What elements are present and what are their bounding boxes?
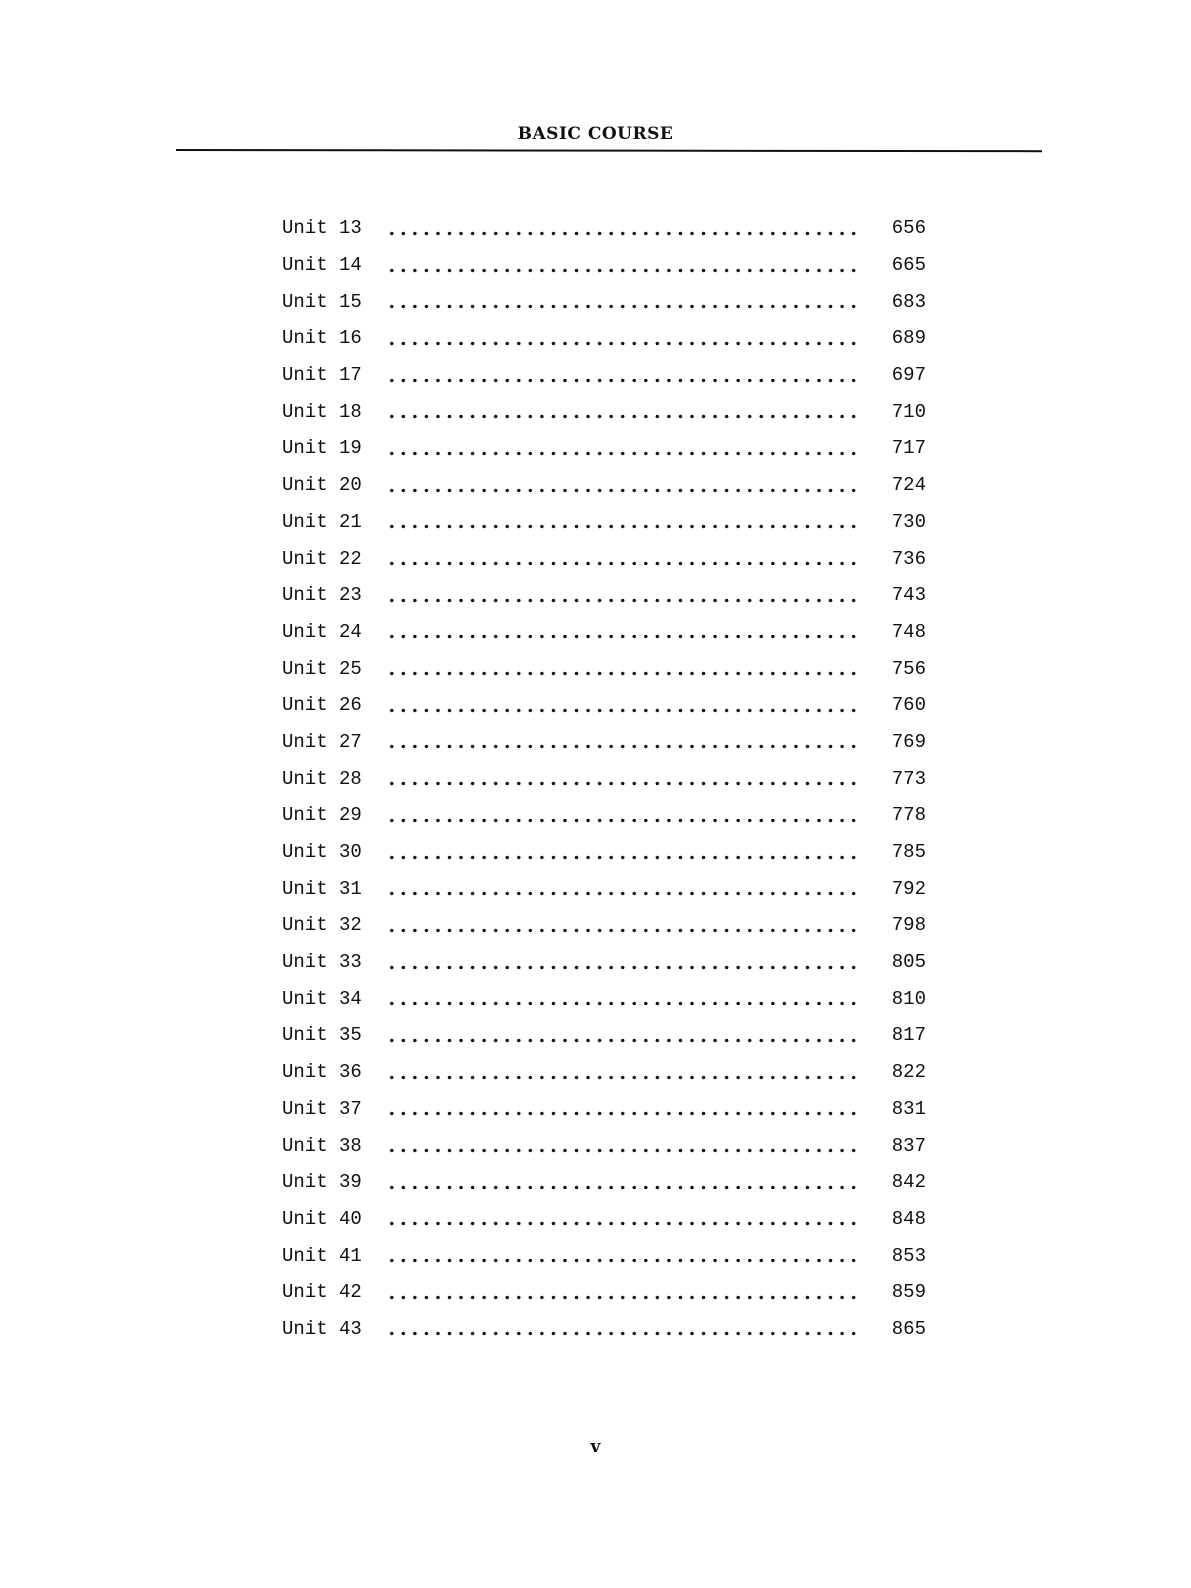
- toc-unit-label: Unit 40: [282, 1207, 362, 1230]
- dot-leader: [386, 1221, 862, 1226]
- toc-entry: [282, 1237, 942, 1274]
- toc-page-number: 697: [891, 364, 926, 387]
- toc-unit-label: Unit 19: [282, 437, 362, 460]
- toc-entry: [282, 430, 942, 467]
- toc-entry: [282, 577, 942, 614]
- toc-page-number: 724: [891, 474, 926, 497]
- dot-leader: [386, 1258, 862, 1263]
- toc-unit-label: Unit 35: [282, 1024, 362, 1047]
- toc-page-number: 683: [891, 290, 926, 313]
- toc-page-number: 865: [891, 1317, 926, 1340]
- toc-entry: [282, 1054, 942, 1091]
- dot-leader: [386, 598, 862, 603]
- dot-leader: [386, 1295, 862, 1300]
- toc-entry: [282, 1127, 942, 1164]
- page-header-title: BASIC COURSE: [517, 124, 674, 144]
- toc-entry: [282, 907, 942, 944]
- toc-entry: [282, 393, 942, 430]
- toc-unit-label: Unit 20: [282, 474, 362, 497]
- dot-leader: [386, 1001, 862, 1006]
- toc-entry: [282, 467, 942, 504]
- toc-page-number: 778: [891, 804, 926, 827]
- toc-entry: [282, 724, 942, 761]
- toc-page-number: 831: [891, 1097, 926, 1120]
- toc-entry: [282, 504, 942, 541]
- toc-entry: [282, 283, 942, 320]
- toc-page-number: 743: [891, 584, 926, 607]
- toc-entry: [282, 540, 942, 577]
- toc-page-number: 769: [891, 730, 926, 753]
- toc-page-number: 730: [891, 510, 926, 533]
- toc-unit-label: Unit 28: [282, 767, 362, 790]
- toc-page-number: 859: [891, 1281, 926, 1304]
- toc-entry: [282, 650, 942, 687]
- dot-leader: [386, 414, 862, 419]
- toc-page-number: 710: [891, 400, 926, 423]
- page-folio: v: [590, 1437, 601, 1457]
- toc-unit-label: Unit 22: [282, 547, 362, 570]
- toc-page-number: 798: [891, 914, 926, 937]
- dot-leader: [386, 1111, 862, 1116]
- toc-page-number: 792: [891, 877, 926, 900]
- toc-unit-label: Unit 18: [282, 400, 362, 423]
- toc-unit-label: Unit 25: [282, 657, 362, 680]
- dot-leader: [386, 891, 862, 896]
- toc-unit-label: Unit 27: [282, 730, 362, 753]
- toc-unit-label: Unit 26: [282, 694, 362, 717]
- dot-leader: [386, 965, 862, 970]
- toc-entry: [282, 210, 942, 247]
- dot-leader: [386, 1038, 862, 1043]
- toc-unit-label: Unit 36: [282, 1061, 362, 1084]
- toc-page-number: 689: [891, 327, 926, 350]
- toc-unit-label: Unit 13: [282, 217, 362, 240]
- toc-unit-label: Unit 42: [282, 1281, 362, 1304]
- toc-page-number: 760: [891, 694, 926, 717]
- toc-page-number: 736: [891, 547, 926, 570]
- toc-page-number: 756: [891, 657, 926, 680]
- toc-entry: [282, 1274, 942, 1311]
- dot-leader: [386, 561, 862, 566]
- dot-leader: [386, 268, 862, 273]
- toc-unit-label: Unit 15: [282, 290, 362, 313]
- toc-page-number: 656: [891, 217, 926, 240]
- toc-unit-label: Unit 41: [282, 1244, 362, 1267]
- dot-leader: [386, 708, 862, 713]
- toc-page-number: 665: [891, 254, 926, 277]
- dot-leader: [386, 1075, 862, 1080]
- toc-entry: [282, 1017, 942, 1054]
- toc-page-number: 842: [891, 1171, 926, 1194]
- dot-leader: [386, 744, 862, 749]
- toc-unit-label: Unit 37: [282, 1097, 362, 1120]
- toc-entry: [282, 834, 942, 871]
- toc-page-number: 785: [891, 841, 926, 864]
- toc-unit-label: Unit 39: [282, 1171, 362, 1194]
- toc-unit-label: Unit 30: [282, 841, 362, 864]
- toc-entry: [282, 357, 942, 394]
- dot-leader: [386, 818, 862, 823]
- toc-page-number: 810: [891, 987, 926, 1010]
- toc-unit-label: Unit 29: [282, 804, 362, 827]
- dot-leader: [386, 781, 862, 786]
- toc-page-number: 717: [891, 437, 926, 460]
- toc-entry: [282, 1201, 942, 1238]
- toc-entry: [282, 980, 942, 1017]
- toc-unit-label: Unit 17: [282, 364, 362, 387]
- toc-entry: [282, 687, 942, 724]
- toc-page-number: 805: [891, 951, 926, 974]
- toc-page-number: 853: [891, 1244, 926, 1267]
- dot-leader: [386, 1185, 862, 1190]
- toc-page-number: 817: [891, 1024, 926, 1047]
- dot-leader: [386, 231, 862, 236]
- toc-unit-label: Unit 31: [282, 877, 362, 900]
- toc-page-number: 837: [891, 1134, 926, 1157]
- toc-entry: [282, 944, 942, 981]
- toc-entry: [282, 797, 942, 834]
- toc-entry: [282, 870, 942, 907]
- dot-leader: [386, 378, 862, 383]
- toc-unit-label: Unit 33: [282, 951, 362, 974]
- toc-page-number: 822: [891, 1061, 926, 1084]
- toc-entry: [282, 1091, 942, 1128]
- toc-page-number: 748: [891, 620, 926, 643]
- toc-entry: [282, 247, 942, 284]
- toc-entry: [282, 1164, 942, 1201]
- toc-unit-label: Unit 14: [282, 254, 362, 277]
- toc-entry: [282, 760, 942, 797]
- toc-unit-label: Unit 34: [282, 987, 362, 1010]
- toc-unit-label: Unit 24: [282, 620, 362, 643]
- dot-leader: [386, 304, 862, 309]
- header-rule: [176, 149, 1042, 152]
- toc-entry: [282, 320, 942, 357]
- toc-unit-label: Unit 23: [282, 584, 362, 607]
- dot-leader: [386, 524, 862, 529]
- toc-page-number: 848: [891, 1207, 926, 1230]
- dot-leader: [386, 634, 862, 639]
- toc-entry: [282, 1311, 942, 1348]
- dot-leader: [386, 855, 862, 860]
- dot-leader: [386, 1331, 862, 1336]
- toc-unit-label: Unit 38: [282, 1134, 362, 1157]
- dot-leader: [386, 928, 862, 933]
- dot-leader: [386, 451, 862, 456]
- toc-entry: [282, 614, 942, 651]
- dot-leader: [386, 341, 862, 346]
- toc-unit-label: Unit 21: [282, 510, 362, 533]
- toc-unit-label: Unit 32: [282, 914, 362, 937]
- toc-unit-label: Unit 43: [282, 1317, 362, 1340]
- toc-page-number: 773: [891, 767, 926, 790]
- toc-unit-label: Unit 16: [282, 327, 362, 350]
- dot-leader: [386, 1148, 862, 1153]
- dot-leader: [386, 671, 862, 676]
- table-of-contents: [282, 210, 942, 1347]
- dot-leader: [386, 488, 862, 493]
